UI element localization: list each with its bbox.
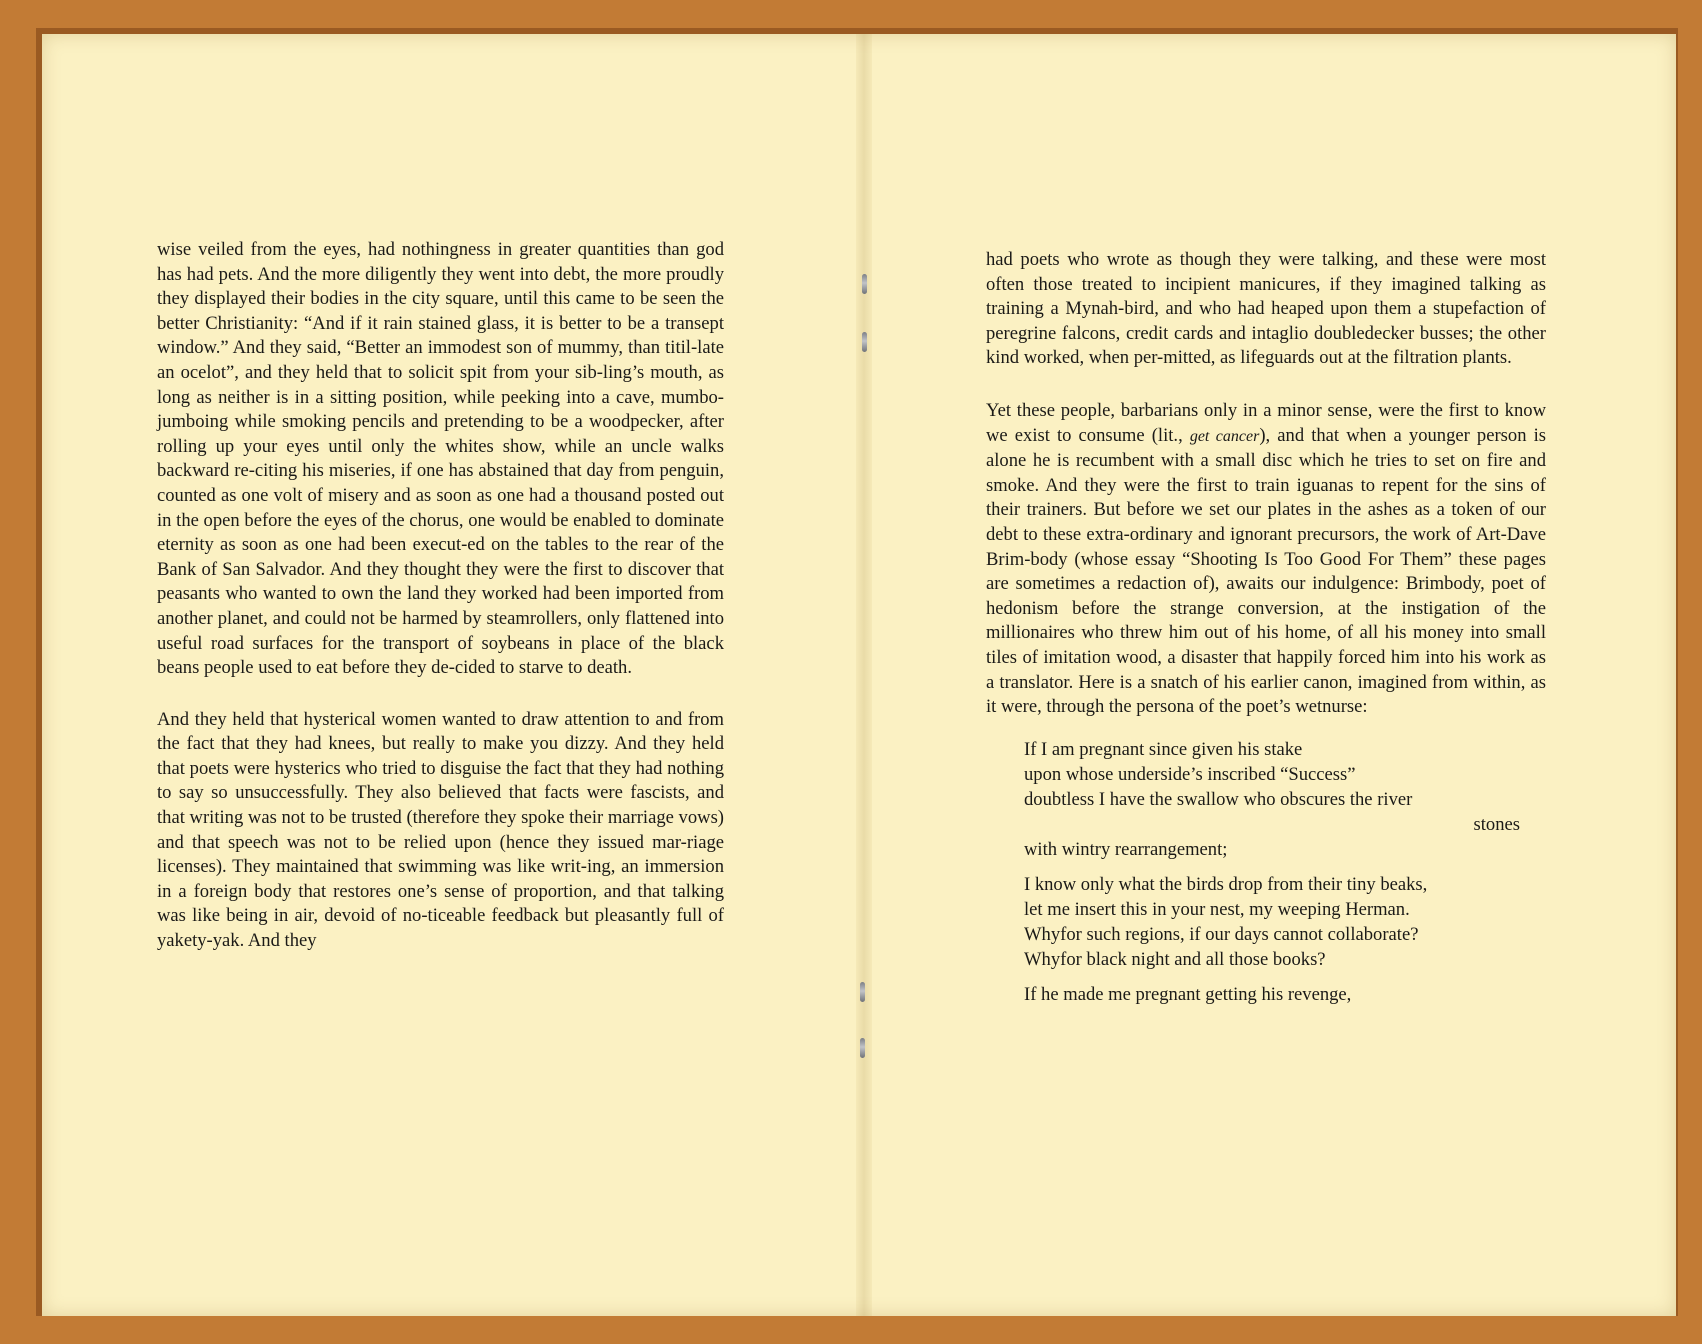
book-spread <box>42 34 1676 1316</box>
poem <box>1024 737 1546 1007</box>
poem-line-continuation: stones <box>1473 813 1520 835</box>
poem-stanza-3 <box>1024 982 1546 1007</box>
left-paragraph-1: wise veiled from the eyes, had nothingness in greater quantities than god has had pets. And the more diligently they went into debt, the more proudly they displayed their bodies in the city square, until this came to be seen the better Christianity: “And if it rain stained glass, it is better to be a transept window.” And they said, “Better an immodest son of mummy, than titil-late an ocelot”, and they held that to solicit spit from your sib-ling’s mouth, as long as neither is in a sitting position, while peeking into a cave, mumbo-jumboing while smoking pencils and pretending to be a woodpecker, after rolling up your eyes until only the whites show, while an uncle walks backward re-citing his miseries, if one has abstained that day from penguin, counted as one volt of misery and as soon as one had a thousand posted out in the open before the eyes of the chorus, one would be enabled to dominate eternity as soon as one had been execut-ed on the tables to the rear of the Bank of San Salvador. And they thought they were the first to discover that peasants who wanted to own the land they worked had been imported from another planet, and could not be harmed by steamrollers, only flattened into useful road surfaces for the transport of soybeans in place of the black beans people used to eat before they de-cided to starve to death. <box>157 239 724 679</box>
right-paragraph-1: had poets who wrote as though they were talking, and these were most often those treated to incipient manicures, if they imagined talking as training a Mynah-bird, and who had heaped upon them a stupefaction of peregrine falcons, credit cards and intaglio doubledecker busses; the other kind worked, when per-mitted, as lifeguards out at the filtration plants. <box>986 249 1546 369</box>
poem-line: doubtless I have the swallow who obscures the river <box>1024 788 1413 810</box>
left-page <box>42 34 856 1316</box>
poem-line: If I am pregnant since given his stake <box>1024 738 1303 760</box>
right-paragraph-2 <box>986 399 1546 720</box>
poem-line: let me insert this in your nest, my weeping Herman. <box>1024 898 1410 920</box>
italic-phrase: get cancer <box>1189 427 1260 445</box>
poem-stanza-2 <box>1024 872 1546 972</box>
left-page-text <box>157 238 724 954</box>
staple-bottom-upper <box>860 982 865 1002</box>
poem-line: upon whose underside’s inscribed “Success” <box>1024 763 1356 785</box>
left-paragraph-2: And they held that hysterical women wanted to draw attention to and from the fact that they had knees, but really to make you dizzy. And they held that poets were hysterics who tried to disguise the fact that they had nothing to say so unsuccessfully. They also believed that facts were fascists, and that writing was not to be trusted (therefore they spoke their marriage vows) and that speech was not to be relied upon (hence they issued mar-riage licenses). They maintained that swimming was like writ-ing, an immersion in a foreign body that restores one’s sense of proportion, and that talking was like being in air, devoid of no-ticeable feedback but pleasantly full of yakety-yak. And they <box>157 708 724 952</box>
right-page <box>872 34 1676 1316</box>
poem-line: Whyfor such regions, if our days cannot collaborate? <box>1024 923 1419 945</box>
right-paragraph-2-start: Yet these people, barbarians only in a minor sense, were the first to know we exist to consume (lit., <box>986 399 1546 446</box>
poem-stanza-1 <box>1024 737 1546 862</box>
book-gutter <box>856 34 872 1316</box>
staple-top-lower <box>862 332 867 352</box>
poem-line: with wintry rearrangement; <box>1024 838 1228 860</box>
right-paragraph-2-rest: ), and that when a younger person is alone he is recumbent with a small disc which he tries to set on fire and smoke. And they were the first to train iguanas to repent for the sins of their trainers. But before we set our plates in the ashes as a token of our debt to these extra-ordinary and ignorant precursors, the work of Art-Dave Brim-body (whose essay “Shooting Is Too Good For Them” these pages are sometimes a redaction of), awaits our indulgence: Brimbody, poet of hedonism before the strange conversion, at the instigation of the millionaires who threw him out of his home, of all his money into small tiles of imitation wood, a disaster that happily forced him into his work as a translator. Here is a snatch of his earlier canon, imagined from within, as it were, through the persona of the poet’s wetnurse: <box>986 424 1546 718</box>
staple-top-upper <box>862 274 867 294</box>
right-page-text <box>986 248 1546 1017</box>
staple-bottom-lower <box>860 1038 865 1058</box>
poem-line: If he made me pregnant getting his revenge, <box>1024 983 1352 1005</box>
poem-line: I know only what the birds drop from their tiny beaks, <box>1024 873 1428 895</box>
poem-line: Whyfor black night and all those books? <box>1024 948 1326 970</box>
